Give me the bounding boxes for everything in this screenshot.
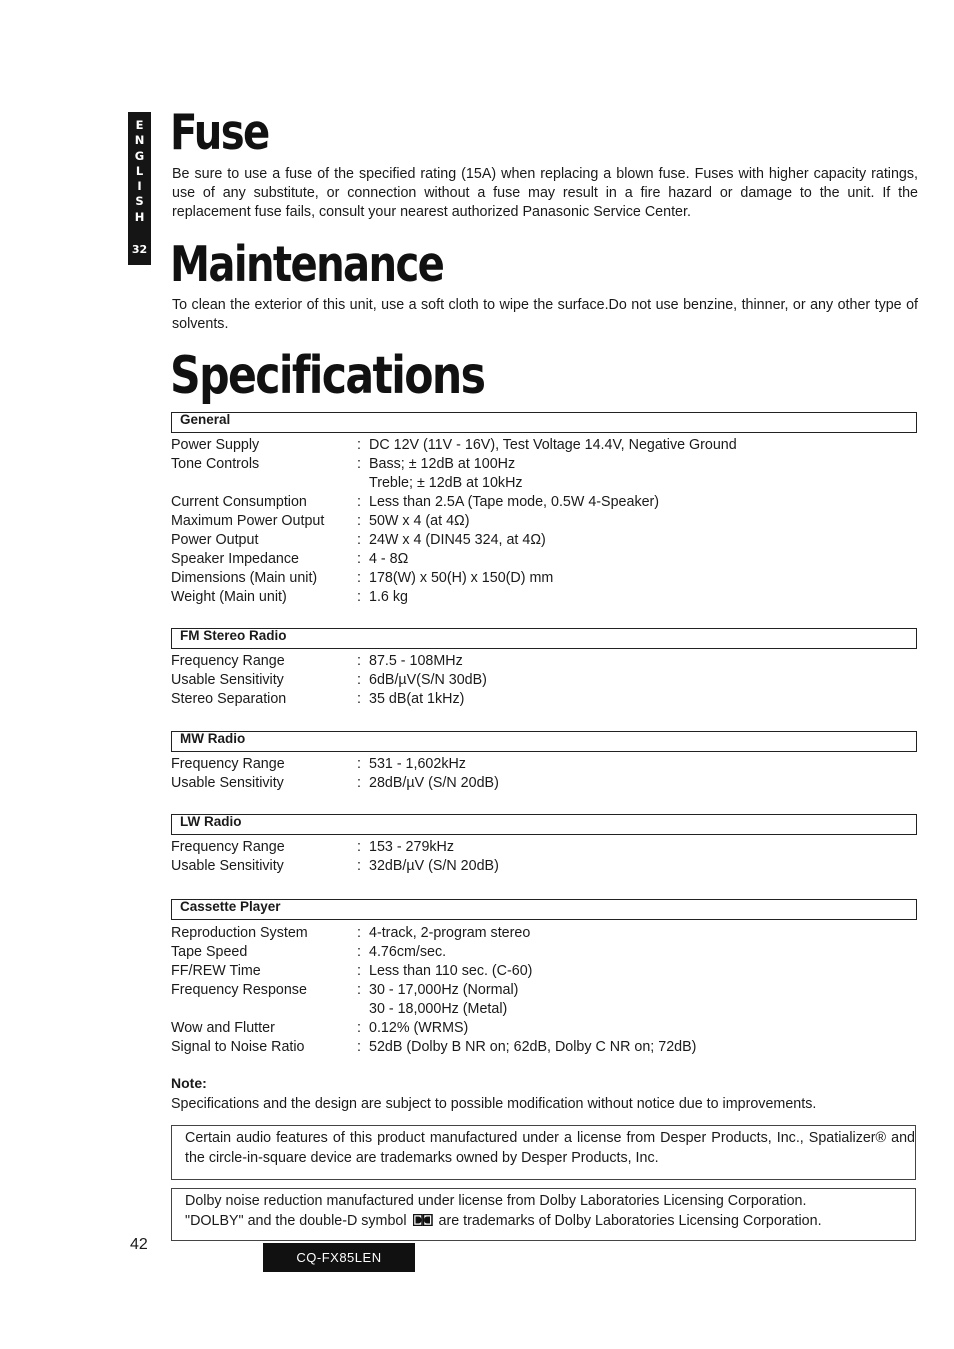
spec-colon: : xyxy=(357,532,361,548)
maintenance-heading: Maintenance xyxy=(170,236,444,293)
spec-colon: : xyxy=(357,456,361,472)
spec-value: 30 - 18,000Hz (Metal) xyxy=(369,1001,508,1017)
spec-table-mw-radio xyxy=(171,755,911,793)
spec-value: 6dB/µV(S/N 30dB) xyxy=(369,672,487,688)
spec-value: 35 dB(at 1kHz) xyxy=(369,691,465,707)
specifications-heading: Specifications xyxy=(170,346,485,406)
spec-row xyxy=(171,512,911,531)
spec-row xyxy=(171,588,911,607)
section-title: LW Radio xyxy=(180,814,242,829)
spec-row xyxy=(171,436,911,455)
spec-row xyxy=(171,924,911,943)
section-header-cassette-player xyxy=(171,899,917,920)
spec-colon: : xyxy=(357,589,361,605)
note-text: Specifications and the design are subject to possible modification without notice due to improvements. xyxy=(171,1096,817,1112)
spec-row xyxy=(171,1019,911,1038)
spec-row xyxy=(171,569,911,588)
spec-label: Frequency Range xyxy=(171,653,285,669)
spec-colon: : xyxy=(357,775,361,791)
spec-value: DC 12V (11V - 16V), Test Voltage 14.4V, Negative Ground xyxy=(369,437,737,453)
spec-value: 24W x 4 (DIN45 324, at 4Ω) xyxy=(369,532,546,548)
tab-letter: S xyxy=(135,194,144,209)
spec-colon: : xyxy=(357,756,361,772)
spec-label: Usable Sensitivity xyxy=(171,775,284,791)
section-header-lw-radio xyxy=(171,814,917,835)
spec-colon: : xyxy=(357,944,361,960)
spec-label: Reproduction System xyxy=(171,925,308,941)
spec-value: Less than 110 sec. (C-60) xyxy=(369,963,533,979)
spec-row xyxy=(171,455,911,493)
spec-row xyxy=(171,857,911,876)
spec-label: Stereo Separation xyxy=(171,691,287,707)
section-title: Cassette Player xyxy=(180,899,281,914)
spec-value: 178(W) x 50(H) x 150(D) mm xyxy=(369,570,554,586)
dolby-trademark-box xyxy=(171,1188,916,1241)
spec-colon: : xyxy=(357,839,361,855)
spec-row xyxy=(171,690,911,709)
spec-colon: : xyxy=(357,691,361,707)
maintenance-text: To clean the exterior of this unit, use a soft cloth to wipe the surface.Do not use benzine, thinner, or any other type of solvents. xyxy=(172,297,918,332)
dolby-trademark-line-2 xyxy=(185,1212,915,1233)
section-title: FM Stereo Radio xyxy=(180,628,287,643)
spec-value: Treble; ± 12dB at 10kHz xyxy=(369,475,523,491)
dolby-trademark-text: "DOLBY" and the double-D symbol xyxy=(185,1212,407,1229)
section-title: MW Radio xyxy=(180,731,246,746)
model-label: CQ-FX85LEN xyxy=(263,1243,415,1272)
spec-colon: : xyxy=(357,513,361,529)
spec-value: Less than 2.5A (Tape mode, 0.5W 4-Speaker) xyxy=(369,494,660,510)
spec-colon: : xyxy=(357,963,361,979)
spec-colon: : xyxy=(357,570,361,586)
spec-value: 4.76cm/sec. xyxy=(369,944,447,960)
spec-label: Dimensions (Main unit) xyxy=(171,570,318,586)
spec-value: 87.5 - 108MHz xyxy=(369,653,463,669)
spec-row xyxy=(171,838,911,857)
spec-row xyxy=(171,943,911,962)
section-title: General xyxy=(180,412,231,427)
spec-value: 52dB (Dolby B NR on; 62dB, Dolby C NR on; 72dB) xyxy=(369,1039,697,1055)
spec-row xyxy=(171,550,911,569)
spec-label: Frequency Range xyxy=(171,756,285,772)
spec-label: Frequency Response xyxy=(171,982,307,998)
spec-label: Power Output xyxy=(171,532,259,548)
spec-table-fm-radio xyxy=(171,652,911,709)
spec-colon: : xyxy=(357,437,361,453)
tab-letter: H xyxy=(134,209,145,224)
tab-letter: I xyxy=(137,179,142,194)
tab-letter: E xyxy=(135,118,144,132)
spec-label: Tone Controls xyxy=(171,456,260,472)
tab-letter: L xyxy=(135,163,144,178)
spec-colon: : xyxy=(357,858,361,874)
spec-colon: : xyxy=(357,551,361,567)
spec-label: Weight (Main unit) xyxy=(171,589,287,605)
page-number: 42 xyxy=(130,1236,148,1253)
spec-label: Speaker Impedance xyxy=(171,551,299,567)
spec-row xyxy=(171,652,911,671)
spec-row xyxy=(171,531,911,550)
spec-value: 4 - 8Ω xyxy=(369,551,409,567)
desper-trademark-box xyxy=(171,1125,916,1180)
language-tab xyxy=(128,112,151,265)
spec-colon: : xyxy=(357,1020,361,1036)
fuse-heading: Fuse xyxy=(170,104,269,161)
spec-label: Usable Sensitivity xyxy=(171,672,284,688)
tab-letter: N xyxy=(134,133,145,148)
spec-value: 28dB/µV (S/N 20dB) xyxy=(369,775,499,791)
spec-colon: : xyxy=(357,653,361,669)
spec-row xyxy=(171,962,911,981)
spec-label: Usable Sensitivity xyxy=(171,858,284,874)
spec-value: 531 - 1,602kHz xyxy=(369,756,466,772)
spec-label: Tape Speed xyxy=(171,944,248,960)
spec-table-lw-radio xyxy=(171,838,911,876)
spec-row xyxy=(171,981,911,1019)
spec-label: Current Consumption xyxy=(171,494,307,510)
spec-table-general xyxy=(171,436,911,607)
spec-colon: : xyxy=(357,982,361,998)
spec-colon: : xyxy=(357,494,361,510)
section-header-mw-radio xyxy=(171,731,917,752)
dolby-trademark-text: are trademarks of Dolby Laboratories Licensing Corporation. xyxy=(438,1212,822,1229)
section-number: 32 xyxy=(131,243,148,256)
spec-value: 30 - 17,000Hz (Normal) xyxy=(369,982,519,998)
spec-label: Power Supply xyxy=(171,437,260,453)
spec-label: FF/REW Time xyxy=(171,963,261,979)
spec-value: 1.6 kg xyxy=(369,589,408,605)
spec-value: 0.12% (WRMS) xyxy=(369,1020,469,1036)
spec-value: 50W x 4 (at 4Ω) xyxy=(369,513,470,529)
section-header-general xyxy=(171,412,917,433)
spec-table-cassette-player xyxy=(171,924,911,1057)
spec-value: 4-track, 2-program stereo xyxy=(369,925,531,941)
fuse-text: Be sure to use a fuse of the specified rating (15A) when replacing a blown fuse. Fuses with higher capacity ratings, use of any substitute, or connection without a fuse may result in a fire hazard or damage to the unit. If the replacement fuse fails, consult your nearest authorized Panasonic Service Center. xyxy=(172,166,918,220)
spec-colon: : xyxy=(357,672,361,688)
spec-label: Signal to Noise Ratio xyxy=(171,1039,305,1055)
spec-row xyxy=(171,774,911,793)
spec-row xyxy=(171,1038,911,1057)
spec-colon: : xyxy=(357,1039,361,1055)
dolby-double-d-icon xyxy=(413,1213,433,1233)
tab-letter: G xyxy=(134,148,145,163)
dolby-trademark-line: Dolby noise reduction manufactured under license from Dolby Laboratories Licensing Corporation. xyxy=(185,1193,807,1209)
desper-trademark-text: Certain audio features of this product manufactured under a license from Desper Products, Inc., Spatializer® and the circle-in-square device are trademarks owned by Desper Products, Inc. xyxy=(185,1130,915,1166)
note-title: Note: xyxy=(171,1075,207,1091)
spec-value: 153 - 279kHz xyxy=(369,839,455,855)
spec-label: Frequency Range xyxy=(171,839,285,855)
section-header-fm-radio xyxy=(171,628,917,649)
spec-colon: : xyxy=(357,925,361,941)
spec-row xyxy=(171,493,911,512)
spec-label: Maximum Power Output xyxy=(171,513,325,529)
language-tab-letters xyxy=(128,118,151,225)
spec-value: Bass; ± 12dB at 100Hz xyxy=(369,456,516,472)
spec-row xyxy=(171,671,911,690)
spec-row xyxy=(171,755,911,774)
spec-label: Wow and Flutter xyxy=(171,1020,275,1036)
spec-value: 32dB/µV (S/N 20dB) xyxy=(369,858,499,874)
